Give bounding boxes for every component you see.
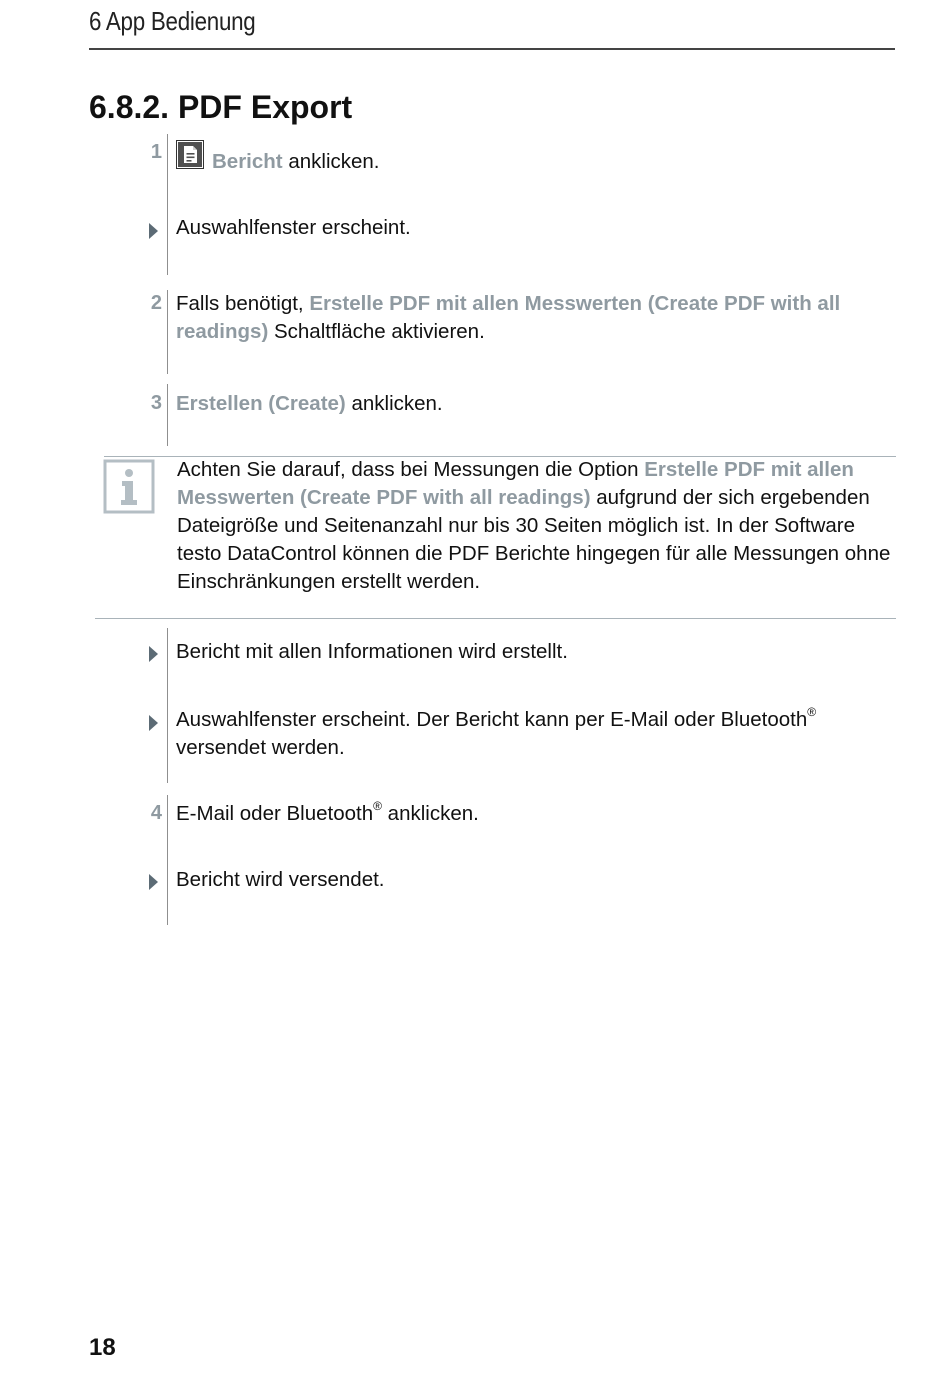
step-number-2: 2 (150, 292, 162, 314)
section-title: 6.8.2. PDF Export (89, 89, 353, 125)
note-pre: Achten Sie darauf, dass bei Messungen die Option (177, 458, 645, 481)
step-bar-3 (167, 384, 168, 446)
step-number-3: 3 (150, 392, 162, 414)
step-1-text (212, 148, 892, 176)
page-number: 18 (89, 1334, 116, 1361)
step-3-text (176, 390, 894, 418)
note-bottom-rule (95, 618, 896, 619)
note-highlight: Erstelle PDF mit allen Messwerten (Create PDF with all readings) (177, 458, 854, 509)
header-rule (89, 48, 895, 50)
step-number-4: 4 (150, 802, 162, 824)
step-1-tail: anklicken. (282, 150, 380, 173)
chapter-header: 6 App Bedienung (89, 6, 256, 36)
step-4-post: anklicken. (381, 802, 479, 825)
info-icon (103, 459, 155, 514)
step-bar-5 (167, 795, 168, 925)
registered-mark: ® (373, 799, 382, 814)
step-bar-2 (167, 290, 168, 374)
result-arrow-icon (149, 874, 158, 890)
step-3-tail: anklicken. (345, 392, 443, 415)
result-2-text: Bericht mit allen Informationen wird erstellt. (176, 640, 568, 663)
step-2-text (176, 290, 888, 346)
step-1-highlight: Bericht (212, 150, 283, 173)
step-3-highlight: Erstellen (Create) (176, 392, 346, 415)
result-arrow-icon (149, 646, 158, 662)
result-3-text (176, 706, 892, 762)
report-document-icon (176, 140, 204, 169)
step-bar-1 (167, 134, 168, 275)
step-number-1: 1 (150, 141, 162, 163)
step-2-highlight: Erstelle PDF mit allen Messwerten (Create PDF with all readings) (176, 292, 841, 343)
step-4-text (176, 800, 894, 828)
result-3-post: versendet werden. (176, 736, 345, 759)
result-1-text: Auswahlfenster erscheint. (176, 216, 411, 239)
result-3-pre: Auswahlfenster erscheint. Der Bericht kann per E-Mail oder Bluetooth (176, 708, 808, 731)
step-2-pre: Falls benötigt, (176, 292, 310, 315)
step-4-pre: E-Mail oder Bluetooth (176, 802, 374, 825)
result-arrow-icon (149, 715, 158, 731)
registered-mark: ® (807, 705, 817, 720)
result-4-text: Bericht wird versendet. (176, 868, 385, 891)
note-post: aufgrund der sich ergebenden Dateigröße und Seitenanzahl nur bis 30 Seiten möglich ist. In der Software testo DataControl können die PDF Berichte hingegen für alle Messungen ohne Einschränkungen erstellt werden. (177, 486, 891, 593)
step-bar-4 (167, 628, 168, 783)
result-arrow-icon (149, 223, 158, 239)
note-text (177, 456, 895, 596)
step-2-post: Schaltfläche aktivieren. (268, 320, 485, 343)
